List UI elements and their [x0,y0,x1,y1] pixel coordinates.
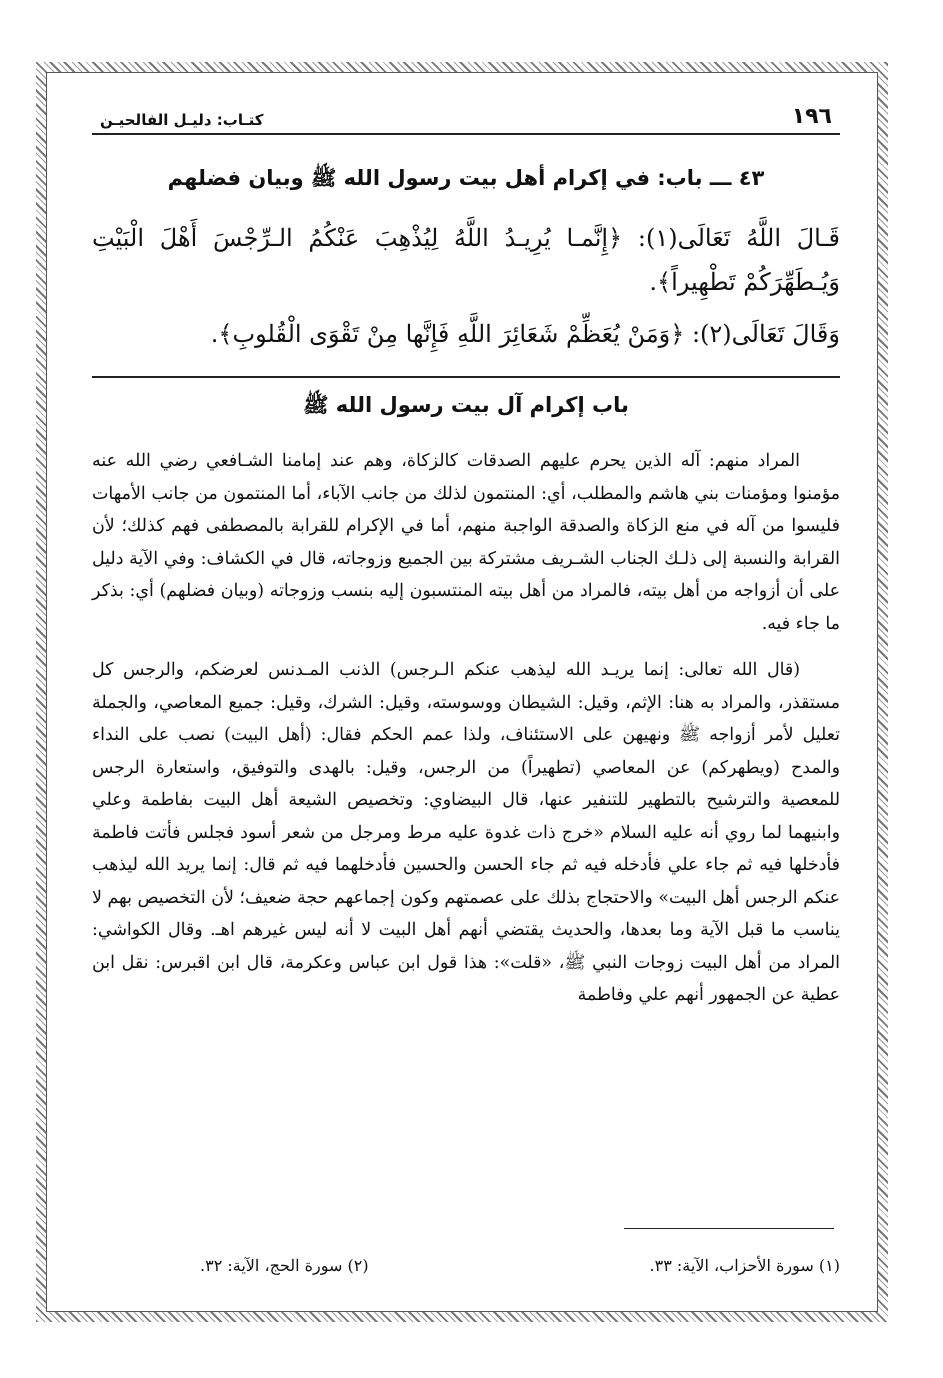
verse-2: وَقَالَ تَعَالَى(٢): ﴿وَمَنْ يُعَظِّمْ شَعَائِرَ اللَّهِ فَإِنَّها مِنْ تَقْوَى الْقُلوبِ﴾. [210,320,840,348]
commentary-paragraph-2: (قال الله تعالى: إنما يريـد الله ليذهب عنكم الـرجس) الذنب المـدنس لعرضكم، والرجس كل مستقذر، والمراد به هنا: الإثم، وقيل: الشيطان ووسوسته، وقيل: الشرك، وقيل: جميع المعاصي، والجملة تعليل لأمر أزواجه ﷺ ونهيهن على الاستئناف، ولذا عمم الحكم فقال: (أهل البيت) نصب على النداء والمدح (ويطهركم) عن المعاصي (تطهيراً) من الرجس، وقيل: بالهدى والتوفيق، واستعارة الرجس للمعصية والترشيح بالتطهير للتنفير عنها، قال البيضاوي: وتخصيص الشيعة أهل البيت بفاطمة وعلي وابنيهما لما روي أنه عليه السلام «خرج ذات غدوة عليه مرط ومرجل من شعر أسود فجلس فأتت فاطمة فأدخلها فيه ثم جاء علي فأدخله فيه ثم جاء الحسن والحسين فأدخلهما فيه ثم قال: إنما يريد الله ليذهب عنكم الرجس أهل البيت» والاحتجاج بذلك على عصمتهم وكون إجماعهم حجة ضعيف؛ لأن التخصيص بهم لا يناسب ما قبل الآية وما بعدها، والحديث يقتضي أنهم أهل البيت لا أنه ليس غيرهم اهـ. وقال الكواشي: المراد من أهل البيت زوجات النبي ﷺ، «قلت»: هذا قول ابن عباس وعكرمة، قال ابن اقبرس: نقل ابن عطية عن الجمهور أنهم علي وفاطمة [92,660,840,1005]
footnotes [200,1256,840,1275]
section-divider [92,376,840,378]
section-title: باب إكرام آل بيت رسول الله ﷺ [303,393,629,417]
footnote-rule [624,1228,834,1229]
page-content [92,92,840,1012]
footnote-2: (٢) سورة الحج، الآية: ٣٢. [200,1256,369,1275]
footnote-1: (١) سورة الأحزاب، الآية: ٣٣. [649,1256,840,1275]
running-header [92,92,840,135]
page-number: ١٩٦ [791,104,832,129]
verse-1: قَـالَ اللَّهُ تَعَالَى(١): ﴿إِنَّمـا يُرِيـدُ اللَّهُ لِيُذْهِبَ عَنْكُمُ الـرِّجْسَ أَهْلَ الْبَيْتِ وَيُـطَهِّرَكُمْ تَطْهِيراً﴾. [92,224,840,296]
commentary-paragraph-1: المراد منهم: آله الذين يحرم عليهم الصدقات كالزكاة، وهم عند إمامنا الشـافعي رضي الله عنه مؤمنوا ومؤمنات بني هاشم والمطلب، أي: المنتمون لذلك من جانب الآباء، أما المنتمون من جانب الأمهات فليسوا من آله في منع الزكاة والصدقة الواجبة منهم، أما في الإكرام للقرابة بالمصطفى فهم كذلك؛ لأن القرابة والنسبة إلى ذلـك الجناب الشـريف مشتركة بين الجميع وزوجاته، قال في الكشاف: وفي الآية دليل على أن أزواجه من أهل بيته، فالمراد من أهل بيته المنتسبون إليه بنسب وزوجاته (وبيان فضلهم) أي: بذكر ما جاء فيه. [92,451,840,634]
chapter-title: ٤٣ ـــ باب: في إكرام أهل بيت رسول الله ﷺ وبيان فضلهم [167,166,765,190]
book-title: كتـاب: دليـل الفالحيـن [100,111,264,129]
